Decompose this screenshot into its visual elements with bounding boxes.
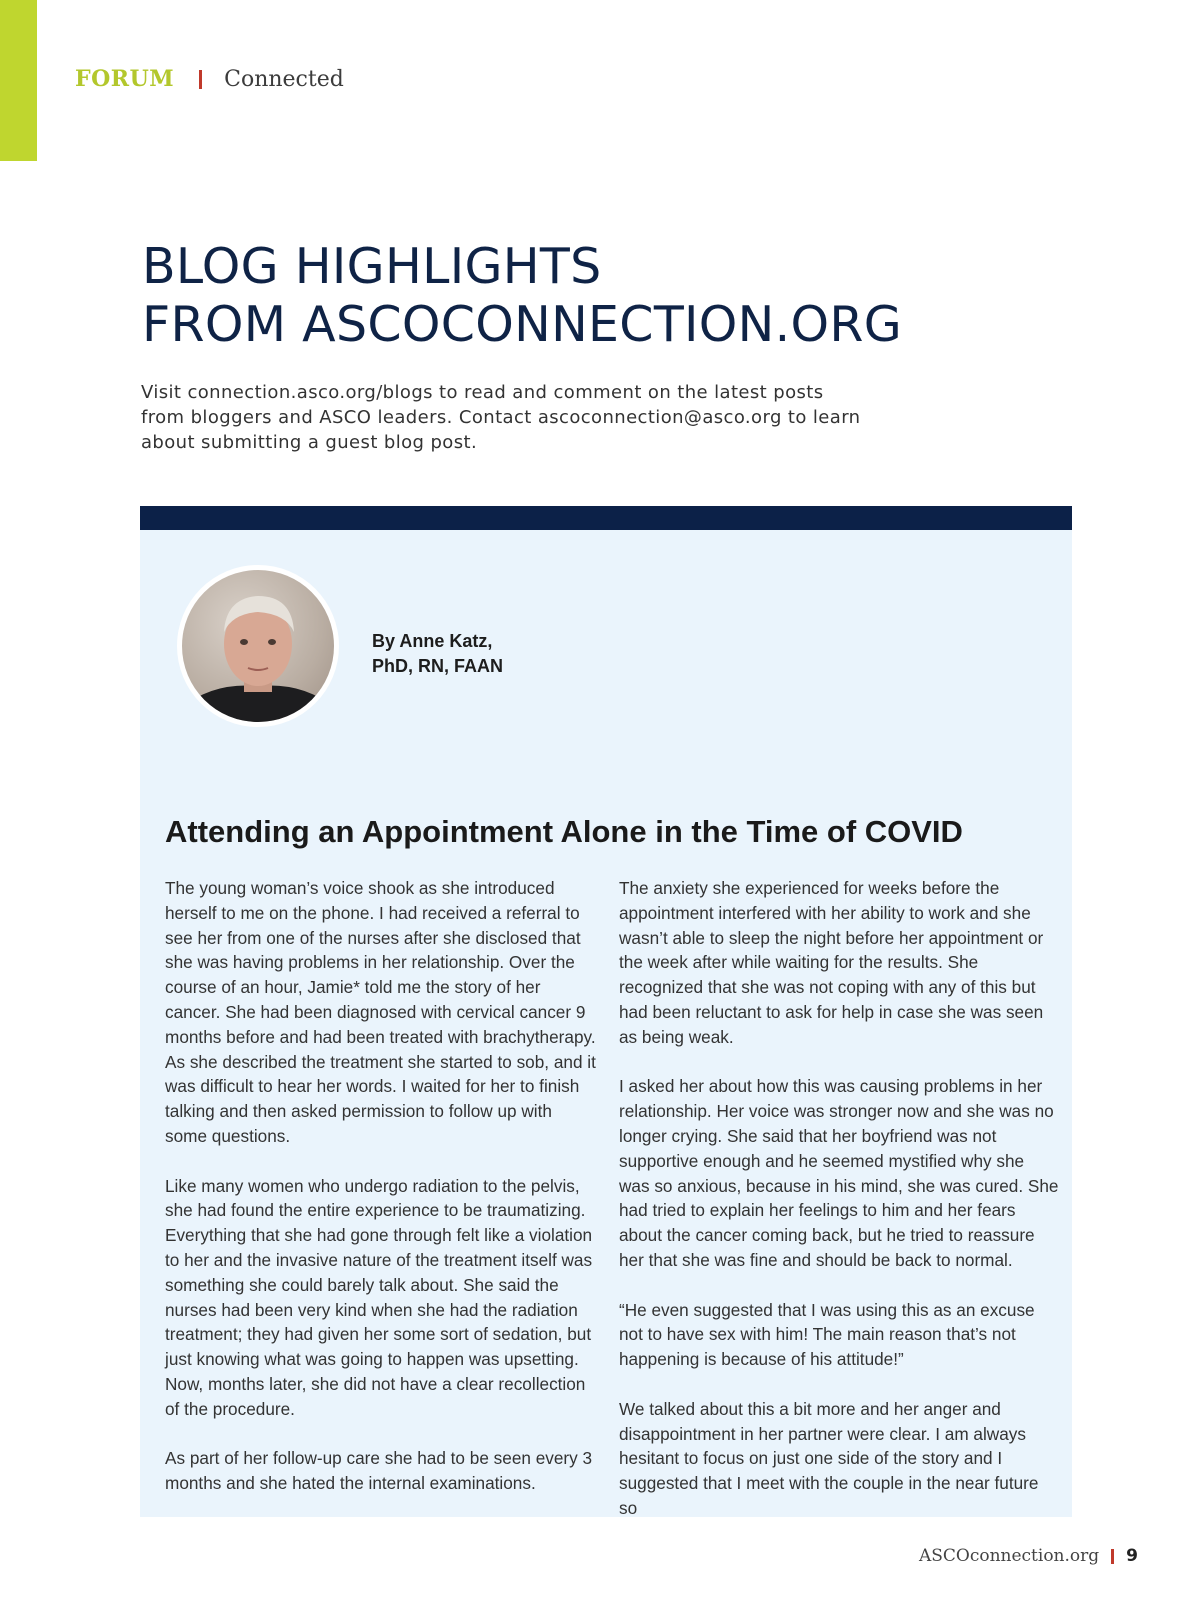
article-column-right xyxy=(619,876,1059,1546)
page-footer xyxy=(919,1546,1138,1566)
paragraph: I asked her about how this was causing problems in her relationship. Her voice was stronger now and she was no longer crying. She said that her boyfriend was not supportive enough and he seemed mystified why she was so anxious, because in his mind, she was cured. She had tried to explain her feelings to him and her fears about the cancer coming back, but he tried to reassure her that she was fine and should be back to normal. xyxy=(619,1076,1059,1270)
author-byline xyxy=(372,629,503,679)
paragraph: Like many women who undergo radiation to the pelvis, she had found the entire experience to be traumatizing. Everything that she had gone through felt like a violation to her and the invasive nature of the treatment itself was something she could barely talk about. She said the nurses had been very kind when she had the radiation treatment; they had given her some sort of sedation, but just knowing what was going to happen was upsetting. Now, months later, she did not have a clear recollection of the procedure. xyxy=(165,1175,593,1419)
portrait-illustration xyxy=(182,570,334,722)
accent-bar xyxy=(0,0,37,161)
paragraph: As part of her follow-up care she had to be seen every 3 months and she hated the internal examinations. xyxy=(165,1448,593,1494)
article-column-left xyxy=(165,876,597,1521)
section-label: FORUM xyxy=(75,66,175,92)
card-top-bar xyxy=(140,506,1072,530)
intro-text: Visit connection.asco.org/blogs to read and comment on the latest posts from bloggers and ASCO leaders. Contact ascoconnection@asco.org to learn about submitting a guest blog post. xyxy=(141,382,861,453)
paragraph: The anxiety she experienced for weeks before the appointment interfered with her ability to work and she wasn’t able to sleep the night before her appointment or the week after while waiting for the results. She recognized that she was not coping with any of this but had been reluctant to ask for help in case she was seen as being weak. xyxy=(619,878,1044,1047)
author-photo xyxy=(182,570,334,722)
title-line-2: FROM ASCOCONNECTION.ORG xyxy=(142,296,902,353)
footer-divider xyxy=(1111,1549,1114,1564)
article-title: Attending an Appointment Alone in the Time of COVID xyxy=(165,814,963,849)
paragraph: We talked about this a bit more and her anger and disappointment in her partner were clear. I am always hesitant to focus on just one side of the story and I suggested that I meet with the couple in the near future so xyxy=(619,1398,1039,1518)
title-line-1: BLOG HIGHLIGHTS xyxy=(142,238,602,295)
footer-site: ASCOconnection.org xyxy=(918,1546,1100,1566)
author-avatar xyxy=(177,565,339,727)
blog-card xyxy=(140,506,1072,1517)
subsection-label: Connected xyxy=(224,66,344,92)
page-number: 9 xyxy=(1126,1546,1138,1566)
section-header xyxy=(75,66,344,92)
header-divider xyxy=(199,70,202,89)
paragraph: The young woman’s voice shook as she introduced herself to me on the phone. I had received a referral to see her from one of the nurses after she disclosed that she was having problems in her relationship. Over the course of an hour, Jamie* told me the story of her cancer. She had been diagnosed with cervical cancer 9 months before and had been treated with brachytherapy. As she described the treatment she started to sob, and it was difficult to hear her words. I waited for her to finish talking and then asked permission to follow up with some questions. xyxy=(165,878,596,1146)
paragraph: “He even suggested that I was using this as an excuse not to have sex with him! The main reason that’s not happening is because of his attitude!” xyxy=(619,1299,1035,1370)
author-credentials: PhD, RN, FAAN xyxy=(372,656,504,676)
page-title xyxy=(142,238,902,354)
author-name: By Anne Katz, xyxy=(372,631,493,651)
